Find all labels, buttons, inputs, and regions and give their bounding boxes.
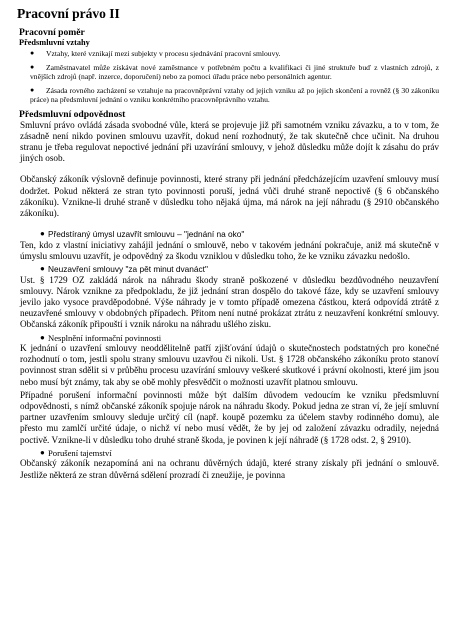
paragraph: Občanský zákoník výslovně definuje povinnosti, které strany při jednání předcházejícím uzavření smlouvy musí dodržet. Pokud některá ze stran tyto povinnosti poruší, jedná vůči druhé straně nepoctivě (§ 6 občanského zákoníku). Vznikne-li druhé straně v důsledku toho nějaká újma, má nárok na její náhradu (§ 2910 občanského zákoníku). [20, 174, 439, 218]
bullet-icon: ● [40, 447, 45, 457]
paragraph: Případné porušení informační povinnosti může být dalším důvodem vedoucím ke vzniku předsmluvní odpovědnosti, s nímž občanské zákoník spojuje nárok na náhradu škody. Pokud jedna ze stran ví, že její smluvní partner uzavřením smlouvy sleduje určitý cíl (např. koupě pozemku za účelem stavby rodinného domu), ale přesto mu zamlčí určité údaje, o nichž ví nebo musí vědět, že by jej od založení závazku odradily, nejedná poctivě. Vznikne-li v důsledku toho druhé straně škoda, je povinen k její náhradě (§ 1728 odst. 2, § 2910). [20, 389, 439, 445]
bullet-icon: ● [30, 49, 35, 57]
paragraph: Ust. § 1729 OZ zakládá nárok na náhradu škody straně poškozené v důsledku bezdůvodného neuzavření smlouvy. Nárok vznikne za předpokladu, že již jednání stran dospělo do takové fáze, kdy se uzavření smlouvy jevilo jako vysoce pravděpodobné. Výše náhrady je v tomto případě omezena částkou, která odpovídá ztrátě z neuzavřené smlouvy v obdobných případech. Přitom není nutné prokázat ztrátu z neuzavření konkrétní smlouvy. Občanská zákoník připouští i vznik nároku na náhradu ušlého zisku. [20, 274, 439, 330]
section-heading: Pracovní poměr [19, 27, 85, 38]
page-title: Pracovní právo II [17, 6, 120, 21]
list-item: ● Zásada rovného zacházení se vztahuje na pracovněprávní vztahy od jejich vzniku až po jejich skončení a rovněž (§ 30 zákoníku práce) na předsmluvní jednání o vzniku konkrétního pracovněprávního vztahu. [30, 85, 439, 104]
list-item: ● Porušení tajemství [40, 447, 112, 458]
paragraph: Ten, kdo z vlastní iniciativy zahájil jednání o smlouvě, nebo v takovém jednání pokračuje, aniž má skutečně v úmyslu smlouvu uzavřít, je odpovědný za škodu vzniklou v důsledku toho, že ke vzniku závazku nedošlo. [20, 239, 439, 261]
list-item: ● Nesplnění informační povinnosti [40, 332, 162, 343]
paragraph: K jednání o uzavření smlouvy neoddělitelně patří zjišťování údajů o skutečnostech podstatných pro konečné rozhodnutí o tom, jestli spolu strany smlouvu uzavřou či nikoli. Ust. § 1728 občanského zákoníku proto stanoví povinnost stran sdělit si v průběhu procesu uzavírání smlouvy veškeré skutkové i právní okolnosti, které jim jsou nebo musí být známy, tak aby se obě mohly přesvědčit o možnosti uzavřít platnou smlouvu. [20, 343, 439, 387]
section-heading: Předsmluvní odpovědnost [19, 108, 126, 120]
subsection-heading: Předsmluvní vztahy [19, 38, 90, 47]
paragraph: Smluvní právo ovládá zásada svobodné vůle, která se projevuje již při samotném vzniku závazku, a to v tom, že zásadně není nikdo povinen smlouvu uzavřít, dokud není rozhodnutý, že tak skutečně chce učinit. Na druhou stranu je třeba regulovat nepoctivé jednání při uzavírání smlouvy, v jehož důsledku může dojít k zásahu do práv jiných osob. [20, 119, 439, 164]
bullet-icon: ● [40, 229, 45, 239]
bullet-list [12, 49, 439, 105]
bullet-icon: ● [30, 62, 35, 71]
bullet-icon: ● [40, 332, 45, 342]
bullet-icon: ● [30, 85, 35, 94]
list-item: ● Zaměstnavatel může získávat nové zaměstnance v potřebném počtu a kvalifikaci či jiné struktuře buď z vlastních zdrojů, z vnějších zdrojů (např. inzerce, doporučení) nebo za pomoci úřadu práce nebo personálních agentur. [30, 62, 439, 81]
list-item: ● Předstíraný úmysl uzavřít smlouvu – "jednání na oko" [40, 229, 245, 240]
list-item: ● Neuzavření smlouvy "za pět minut dvanáct" [40, 264, 208, 275]
list-item: ● Vztahy, které vznikají mezi subjekty v procesu sjednávání pracovní smlouvy. [30, 49, 281, 58]
paragraph: Občanský zákoník nezapomíná ani na ochranu důvěrných údajů, které strany získaly při jednání o smlouvě. Jestliže některá ze stran důvěrná sdělení prozradí či zneužije, je povinna [20, 458, 439, 480]
bullet-icon: ● [40, 264, 45, 274]
